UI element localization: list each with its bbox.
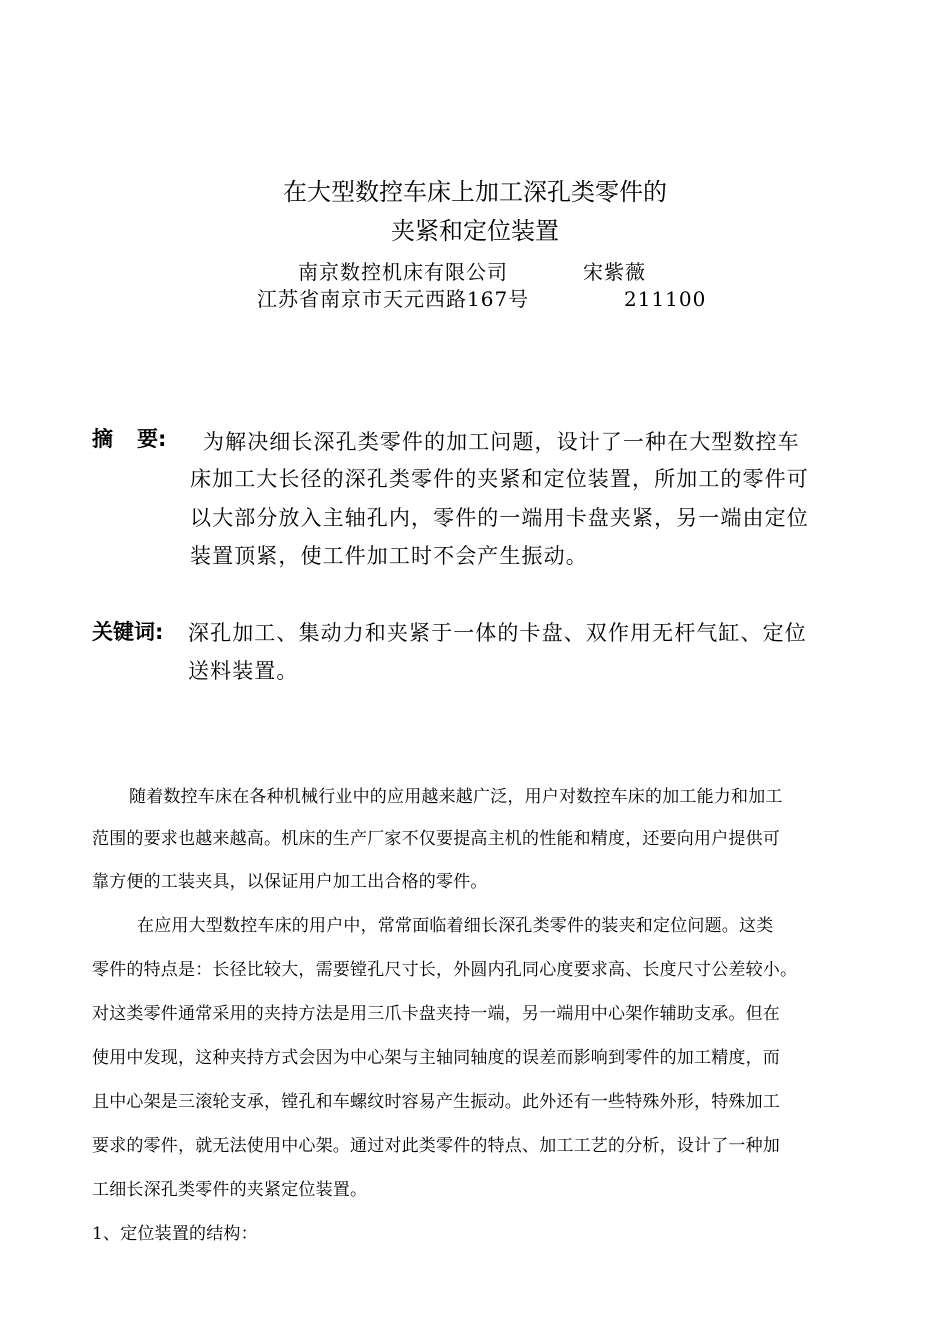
body-paragraph-2-line: 使用中发现，这种夹持方式会因为中心架与主轴同轴度的误差而影响到零件的加工精度，而 — [92, 1048, 780, 1068]
body-paragraph-1-line: 范围的要求也越来越高。机床的生产厂家不仅要提高主机的性能和精度，还要向用户提供可 — [92, 829, 780, 849]
paper-title-line-2: 夹紧和定位装置 — [391, 217, 559, 245]
keywords-line: 深孔加工、集动力和夹紧于一体的卡盘、双作用无杆气缸、定位 — [188, 621, 807, 645]
body-paragraph-2-line: 在应用大型数控车床的用户中，常常面临着细长深孔类零件的装夹和定位问题。这类 — [137, 916, 774, 936]
abstract-line: 以大部分放入主轴孔内，零件的一端用卡盘夹紧，另一端由定位 — [190, 506, 809, 530]
body-paragraph-2-line: 且中心架是三滚轮支承，镗孔和车螺纹时容易产生振动。此外还有一些特殊外形，特殊加工 — [92, 1092, 780, 1112]
section-1-heading: 1、定位装置的结构： — [92, 1224, 258, 1244]
body-paragraph-2-line: 工细长深孔类零件的夹紧定位装置。 — [92, 1180, 368, 1200]
author-address: 江苏省南京市天元西路167号 — [257, 287, 530, 311]
abstract-line: 床加工大长径的深孔类零件的夹紧和定位装置，所加工的零件可 — [190, 467, 809, 491]
body-paragraph-1-line: 随着数控车床在各种机械行业中的应用越来越广泛，用户对数控车床的加工能力和加工 — [129, 787, 783, 807]
body-paragraph-2-line: 零件的特点是：长径比较大，需要镗孔尺寸长，外圆内孔同心度要求高、长度尺寸公差较小。 — [92, 960, 798, 980]
abstract-label-char2: 要: — [137, 427, 167, 451]
body-paragraph-2-line: 要求的零件，就无法使用中心架。通过对此类零件的特点、加工工艺的分析，设计了一种加 — [92, 1136, 780, 1156]
author-name: 宋紫薇 — [583, 260, 646, 284]
abstract-label-char1: 摘 — [92, 427, 113, 451]
abstract-label — [92, 424, 166, 454]
keywords-line: 送料装置。 — [188, 659, 299, 683]
author-organization: 南京数控机床有限公司 — [298, 260, 508, 284]
abstract-line: 装置顶紧，使工件加工时不会产生振动。 — [190, 544, 588, 568]
author-postcode: 211100 — [624, 287, 707, 311]
body-paragraph-2-line: 对这类零件通常采用的夹持方法是用三爪卡盘夹持一端，另一端用中心架作辅助支承。但在 — [92, 1004, 780, 1024]
body-paragraph-1-line: 靠方便的工装夹具，以保证用户加工出合格的零件。 — [92, 872, 488, 892]
paper-title-line-1: 在大型数控车床上加工深孔类零件的 — [283, 178, 667, 206]
abstract-line: 为解决细长深孔类零件的加工问题，设计了一种在大型数控车 — [203, 430, 800, 454]
keywords-label: 关键词: — [92, 620, 164, 644]
